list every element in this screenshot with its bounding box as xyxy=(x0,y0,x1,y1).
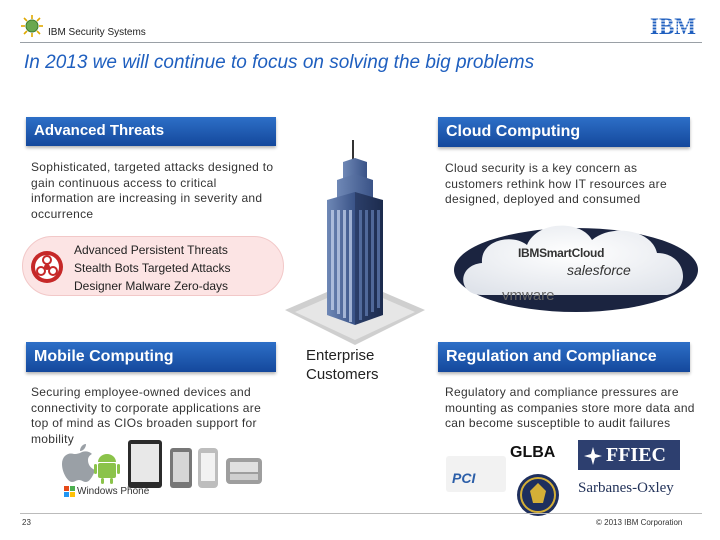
android-icon xyxy=(94,454,120,484)
pci-logo: PCI xyxy=(452,470,476,486)
vmware-logo: vmware xyxy=(502,287,555,304)
header-brand: IBM Security Systems xyxy=(48,27,146,38)
sec-seal-icon xyxy=(516,473,560,517)
copyright: © 2013 IBM Corporation xyxy=(596,518,683,527)
salesforce-logo: salesforce xyxy=(567,262,631,278)
mobile-devices-image xyxy=(60,440,270,490)
ibm-logo-icon xyxy=(650,15,700,37)
skyscraper-image xyxy=(285,140,425,345)
ibm-smartcloud-logo: IBMSmartCloud xyxy=(518,246,605,260)
phone-icon xyxy=(170,448,192,488)
customers-line-2: Customers xyxy=(306,366,379,383)
header-divider xyxy=(20,42,702,43)
windows-phone-icon xyxy=(64,486,75,497)
threat-line-2: Stealth Bots Targeted Attacks xyxy=(74,261,231,275)
advanced-threats-heading: Advanced Threats xyxy=(26,117,276,146)
cloud-computing-heading: Cloud Computing xyxy=(438,117,690,147)
customers-line-1: Enterprise xyxy=(306,347,375,364)
page-number: 23 xyxy=(22,518,31,527)
smarter-planet-icon xyxy=(20,14,44,38)
enterprise-customers-label xyxy=(306,346,379,384)
glba-logo: GLBA xyxy=(510,444,556,461)
ffiec-logo: FFIEC xyxy=(578,440,680,470)
svg-text:IBM: IBM xyxy=(650,15,696,37)
tablet-icon xyxy=(128,440,162,488)
regulation-compliance-body: Regulatory and compliance pressures are mounting as companies store more data and can become susceptible to audit failures xyxy=(445,385,695,431)
regulation-compliance-heading: Regulation and Compliance xyxy=(438,342,690,372)
biohazard-icon xyxy=(30,250,64,284)
star-icon xyxy=(584,447,602,465)
threat-line-1: Advanced Persistent Threats xyxy=(74,243,228,257)
advanced-threats-body: Sophisticated, targeted attacks designed to gain continuous access to critical information are increasing in severity and occurrence xyxy=(31,160,274,221)
smartphone-icon xyxy=(198,448,218,488)
windows-phone-logo: Windows Phone xyxy=(77,486,150,497)
apple-icon xyxy=(62,444,95,482)
footer-divider xyxy=(20,513,702,514)
blackberry-icon xyxy=(226,458,262,484)
mobile-computing-heading: Mobile Computing xyxy=(26,342,276,372)
cloud-computing-body: Cloud security is a key concern as customers rethink how IT resources are designed, deployed and consumed xyxy=(445,161,667,207)
sarbanes-oxley-logo: Sarbanes-Oxley xyxy=(578,480,674,496)
mobile-computing-body: Securing employee-owned devices and connectivity to corporate applications are top of mind as CIOs broaden support for mobility xyxy=(31,385,262,446)
threat-line-3: Designer Malware Zero-days xyxy=(74,279,229,293)
slide-title: In 2013 we will continue to focus on solving the big problems xyxy=(24,52,535,73)
